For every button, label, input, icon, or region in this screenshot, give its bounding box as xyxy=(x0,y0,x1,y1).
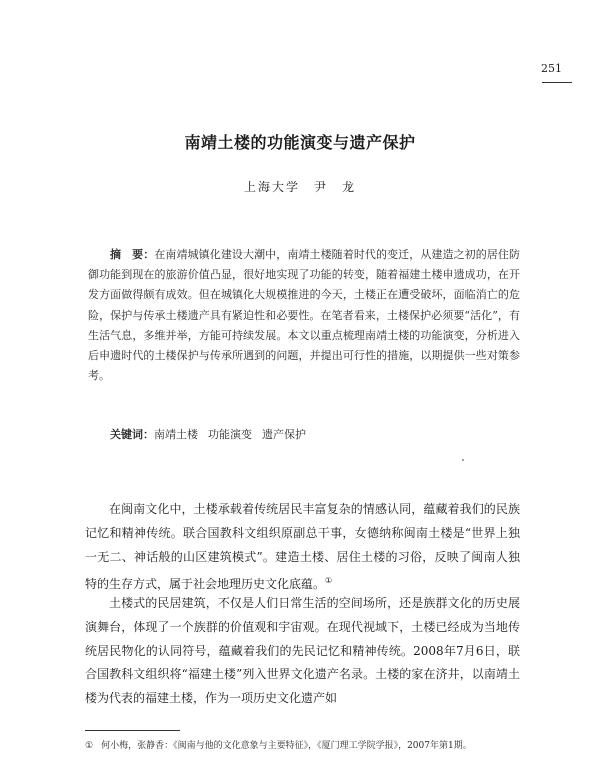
keywords-label: 关键词： xyxy=(110,428,154,441)
keywords xyxy=(110,427,520,443)
keyword-item: 遗产保护 xyxy=(262,428,306,441)
author-affiliation: 上海大学 尹 龙 xyxy=(243,180,356,194)
abstract xyxy=(88,245,520,386)
scan-speck xyxy=(462,459,464,461)
footnote-divider xyxy=(85,730,180,731)
page-number: 251 xyxy=(541,62,562,75)
body-paragraph xyxy=(85,498,520,597)
body-paragraph-text: 土楼式的民居建筑，不仅是人们日常生活的空间场所，还是族群文化的历史展演舞台，体现了一个族群的价值观和宇宙观。在现代视域下，土楼已经成为当地传统居民物化的认同符号，蕴藏着我们的先民记忆和精神传统。2008年7月6日，联合国教科文组织将“福建土楼”列入世界文化遗产名录。土楼的家在济井，以南靖土楼为代表的福建土楼，作为一项历史文化遗产如 xyxy=(85,596,520,706)
article-title: 南靖土楼的功能演变与遗产保护 xyxy=(184,133,416,152)
body-paragraph xyxy=(85,592,520,711)
abstract-text: 在南靖城镇化建设大潮中，南靖土楼随着时代的变迁，从建造之初的居住防御功能到现在的旅游价值凸显，很好地实现了功能的转变，随着福建土楼申遗成功，在开发方面做得颇有成效。但在城镇化大规模推进的今天，土楼正在遭受破坏，面临消亡的危险，保护与传承土楼遗产具有紧迫性和必要性。在笔者看来，土楼保护必须要“活化”，有生活气息，多维并举，方能可持续发展。本文以重点梳理南靖土楼的功能演变，分析进入后申遗时代的土楼保护与传承所遇到的问题，并提出可行性的措施，以期提供一些对策参考。 xyxy=(88,248,521,383)
keyword-item: 南靖土楼 xyxy=(154,428,198,441)
body-paragraph-text: 在闽南文化中，土楼承载着传统居民丰富复杂的情感认同，蕴藏着我们的民族记忆和精神传统。联合国教科文组织原副总干事，女德纳称闽南土楼是“世界上独一无二、神话般的山区建筑模式”。建造土楼、居住土楼的习俗，反映了闽南人独特的生存方式，属于社会地理历史文化底蕴。 xyxy=(85,502,520,592)
page-number-rule xyxy=(542,82,572,83)
footnote-mark: ① xyxy=(85,741,94,751)
keyword-item: 功能演变 xyxy=(208,428,252,441)
abstract-label: 摘 要： xyxy=(110,248,155,261)
footnote-text: 何小梅，张静香：《闽南与他的文化意象与主要特征》，《厦门理工学院学报》，2007年第1期。 xyxy=(101,741,472,751)
footnote xyxy=(85,740,525,752)
footnote-reference[interactable]: ① xyxy=(325,576,333,586)
